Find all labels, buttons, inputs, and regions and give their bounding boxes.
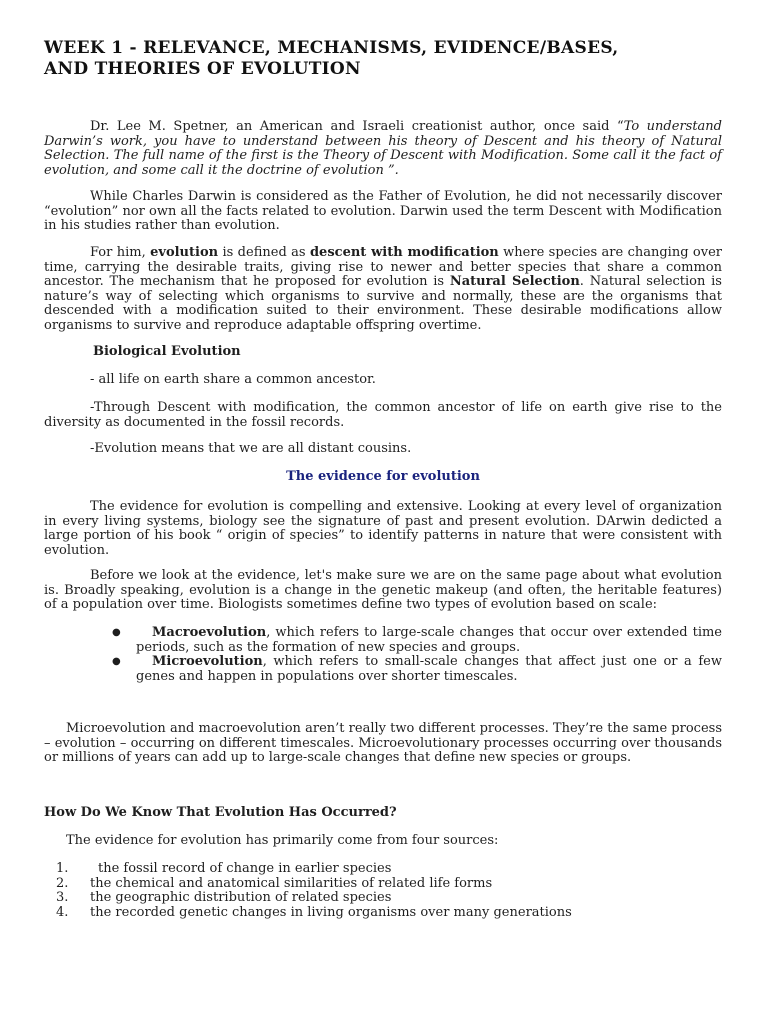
list-number: 2.: [56, 875, 69, 891]
list-item-macroevolution: [44, 626, 722, 655]
biological-point-1: - all life on earth share a common ancestor.: [90, 372, 376, 387]
list-number: 1.: [56, 861, 69, 876]
definition-text-g: . Natural selection is nature’s way of selecting which organisms to survive and normally, these are the organisms that descended with a modification suited to their environment. These desirable modifications allow organisms to survive and reproduce adaptable offspring overtime.: [44, 274, 722, 333]
intro-quote-lead: Dr. Lee M. Spetner, an American and Israeli creationist author, once said “: [90, 119, 624, 134]
sources-intro: The evidence for evolution has primarily come from four sources:: [66, 833, 499, 848]
micro-macro-paragraph: Microevolution and macroevolution aren’t really two different processes. They’re the same process – evolution – occurring on different timescales. Microevolutionary processes occurring over thousands or millions of years can add up to large-scale changes that define new species or groups.: [44, 721, 722, 765]
biological-point-2: -Through Descent with modification, the common ancestor of life on earth give rise to the diversity as documented in the fossil records.: [44, 400, 722, 430]
list-item-microevolution: [44, 655, 722, 684]
list-text: the fossil record of change in earlier species: [98, 861, 392, 876]
list-item: [44, 862, 722, 877]
definition-text-e: where species are changing over time, carrying the desirable traits, giving rise to newer and better species that share a common ancestor. The mechanism that he proposed for evolution is: [44, 245, 722, 289]
evidence-sources-list: [44, 862, 722, 920]
title-line-1: WEEK 1 - RELEVANCE, MECHANISMS, EVIDENCE/BASES,: [44, 38, 619, 58]
evidence-paragraph-1: The evidence for evolution is compelling and extensive. Looking at every level of organization in every living systems, biology see the signature of past and present evolution. DArwin dedicted a large portion of his book “ origin of species” to identify patterns in nature that were consistent with evolution.: [44, 499, 722, 558]
title-line-2: AND THEORIES OF EVOLUTION: [44, 59, 361, 79]
definition-term-descent: descent with modification: [309, 245, 499, 260]
term-microevolution: Microevolution: [152, 654, 263, 669]
intro-quote-paragraph: [44, 120, 722, 178]
definition-text-c: is defined as: [218, 245, 310, 260]
page-title: [44, 38, 722, 80]
list-item: [44, 891, 722, 906]
desc-microevolution: , which refers to small-scale changes that affect just one or a few genes and happen in populations over shorter timescales.: [136, 654, 722, 684]
darwin-paragraph: While Charles Darwin is considered as the Father of Evolution, he did not necessarily discover “evolution” nor own all the facts related to evolution. Darwin used the term Descent with Modification in his studies rather than evolution.: [44, 189, 722, 233]
list-number: 4.: [56, 904, 69, 920]
definition-term-evolution: evolution: [150, 245, 219, 260]
intro-quote-text: To understand Darwin’s work, you have to understand between his theory of Descent and his theory of Natural Selection. The full name of the first is the Theory of Descent with Modification. Some call it the fact of evolution, and some call it the doctrine of evolution ”.: [44, 119, 722, 178]
term-macroevolution: Macroevolution: [152, 625, 267, 640]
definition-term-natural-selection: Natural Selection: [449, 274, 580, 289]
evidence-paragraph-2: Before we look at the evidence, let's make sure we are on the same page about what evolution is. Broadly speaking, evolution is a change in the genetic makeup (and often, the heritable features) of a population over time. Biologists sometimes define two types of evolution based on scale:: [44, 568, 722, 612]
biological-point-3: -Evolution means that we are all distant cousins.: [90, 441, 412, 456]
evidence-heading: The evidence for evolution: [286, 469, 480, 484]
bullet-icon: ●: [112, 627, 121, 638]
evolution-types-list: [44, 626, 722, 684]
list-text: the geographic distribution of related species: [90, 890, 392, 905]
bullet-icon: ●: [112, 656, 121, 667]
how-heading: How Do We Know That Evolution Has Occurred?: [44, 805, 397, 820]
biological-evolution-heading: Biological Evolution: [93, 344, 241, 359]
list-item: [44, 877, 722, 892]
definition-paragraph: [44, 246, 722, 333]
list-item: [44, 906, 722, 921]
desc-macroevolution: , which refers to large-scale changes that occur over extended time periods, such as the formation of new species and groups.: [136, 625, 722, 655]
list-text: the chemical and anatomical similarities of related life forms: [90, 875, 493, 891]
list-text: the recorded genetic changes in living organisms over many generations: [90, 904, 572, 920]
definition-text-a: For him,: [90, 245, 151, 260]
list-number: 3.: [56, 890, 69, 905]
